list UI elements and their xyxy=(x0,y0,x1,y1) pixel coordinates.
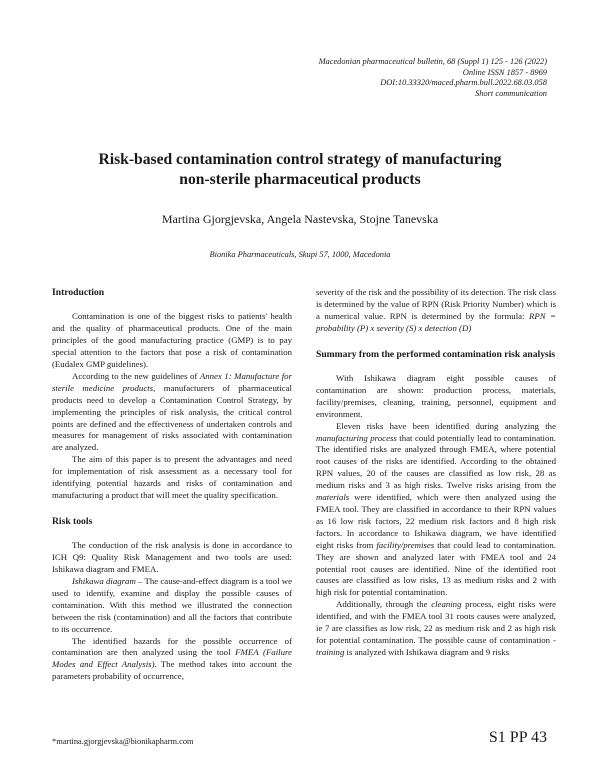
paper-title-line-1: Risk-based contamination control strategy of manufacturing xyxy=(98,151,502,168)
tools-continuation xyxy=(316,287,556,335)
article-type: Short communication xyxy=(475,88,547,98)
intro-p2-text-a: According to the new guidelines of xyxy=(72,370,200,381)
cont-text: severity of the risk and the possibility of its detection. The risk class is determined by the value of RPN (Risk Priority Number) which is a numerical value. RPN is determined by the formula: xyxy=(316,287,556,321)
tools-paragraph-3 xyxy=(52,636,292,684)
s3-i1: cleaning xyxy=(431,599,462,610)
s2-c: were identified, which were then analyzed using the FMEA tool. They are classified in accordance to their RPN values as 16 low risk factors, 22 medium risk factors and 8 high risk factors. In accordance to Ishikawa diagram, we have identified eight risks from xyxy=(316,492,556,550)
s2-a: Eleven risks have been identified during analyzing the xyxy=(336,420,556,431)
tools-p2-italic: Ishikawa diagram xyxy=(72,576,136,587)
intro-paragraph-3: The aim of this paper is to present the advantages and need for implementation of risk assessment as a necessary tool for identifying potential hazards and risks of contamination and manufacturing a product that will meet the quality specification. xyxy=(52,454,292,500)
left-column xyxy=(52,287,292,683)
s3-b: process, eight risks were identified, and with the FMEA tool 31 roots causes were analyzed, ie 7 are classifies as low risk, 22 as medium risk and 2 as high risk for potential contamination. The possible cause of contamination - xyxy=(316,599,556,645)
intro-paragraph-1: Contamination is one of the biggest risks to patients' health and the quality of pharmaceutical products. One of the main principles of the good manufacturing practice (GMP) is to pay special attention to the factors that pose a risk of contamination (Eudalex GMP guidelines). xyxy=(52,311,292,370)
page-number: S1 PP 43 xyxy=(488,729,547,746)
paper-title xyxy=(40,150,560,190)
tools-paragraph-1: The conduction of the risk analysis is done in accordance to ICH Q9: Quality Risk Management and two tools are used: Ishikawa diagram and FMEA. xyxy=(52,540,292,575)
section-heading-introduction: Introduction xyxy=(52,287,105,298)
tools-paragraph-2 xyxy=(52,576,292,636)
intro-paragraph-2 xyxy=(52,371,292,454)
rpn-formula: RPN = probability (P) x severity (S) x detection (D) xyxy=(316,310,556,333)
summary-paragraph-1: With Ishikawa diagram eight possible causes of contamination are shown: production process, materials, facility/premises, cleaning, training, personnel, equipment and environment. xyxy=(316,373,556,419)
journal-doi: DOI:10.33320/maced.pharm.bull.2022.68.03.058 xyxy=(380,78,547,88)
author-list: Martina Gjorgjevska, Angela Nastevska, Stojne Tanevska xyxy=(161,212,439,226)
s3-i2: training xyxy=(316,646,345,657)
journal-citation: Macedonian pharmaceutical bulletin, 68 (Suppl 1) 125 - 126 (2022) xyxy=(318,57,547,66)
tools-p3-text-a: The identified hazards for the possible occurrence of contamination are then analyzed using the tool xyxy=(52,635,292,658)
tools-p2-text: – The cause-and-effect diagram is a tool we used to identify, examine and display the possible causes of contamination. With this method we illustrated the connection between the risk (contamination) and all the factors that contribute to its occurrence. xyxy=(52,576,293,634)
affiliation: Bionika Pharmaceuticals, Skupi 57, 1000, Macedonia xyxy=(209,250,391,259)
s2-i3: facility/premises xyxy=(376,539,435,550)
intro-p2-italic: Annex 1: Manufacture for sterile medicine products xyxy=(52,370,292,393)
paper-title-line-2: non-sterile pharmaceutical products xyxy=(179,171,421,188)
intro-p2-text-b: , manufacturers of pharmaceutical products need to develop a Contamination Control Strategy, by implementing the principles of risk analysis, the critical control points are defined and the effectiveness of undertaken controls and measures for management of risks associated with contamination are analyzed. xyxy=(52,382,292,453)
tools-p3-text-b: The method takes into account the parameters probability of occurrence, xyxy=(52,659,292,682)
s2-i1: manufacturing process xyxy=(316,432,397,443)
tools-p3-italic: FMEA (Failure Modes and Effect Analysis). xyxy=(52,647,292,670)
s3-a: Additionally, through the xyxy=(336,599,432,610)
summary-paragraph-2 xyxy=(316,421,556,600)
s2-b: that could potentially lead to contamination. The identified risks are analyzed through FMEA, where potential root causes of the risks are identified. According to the obtained RPN values, 20 of the causes are classified as low risk, 28 as medium risks and 3 as high risks. Twelve risks arising from the xyxy=(316,432,556,491)
summary-paragraph-3 xyxy=(316,599,556,659)
section-heading-summary: Summary from the performed contamination risk analysis xyxy=(316,348,556,360)
right-column xyxy=(316,287,556,659)
s3-c: is analyzed with Ishikawa diagram and 9 risks xyxy=(344,646,510,657)
s2-i2: materials xyxy=(316,492,350,503)
corresponding-author-email: *martina.gjorgjevska@bionikapharm.com xyxy=(52,737,194,746)
journal-issn: Online ISSN 1857 - 8969 xyxy=(462,67,547,77)
journal-header xyxy=(319,57,547,99)
section-heading-risk-tools: Risk tools xyxy=(52,515,93,527)
s2-d: that could lead to contamination. They are shown and analyzed later with FMEA tool and 24 potential root causes are identified. Nine of the identified root causes are classified as low risks, 13 as medium risks and 2 with high risk for potential contamination. xyxy=(316,539,557,598)
